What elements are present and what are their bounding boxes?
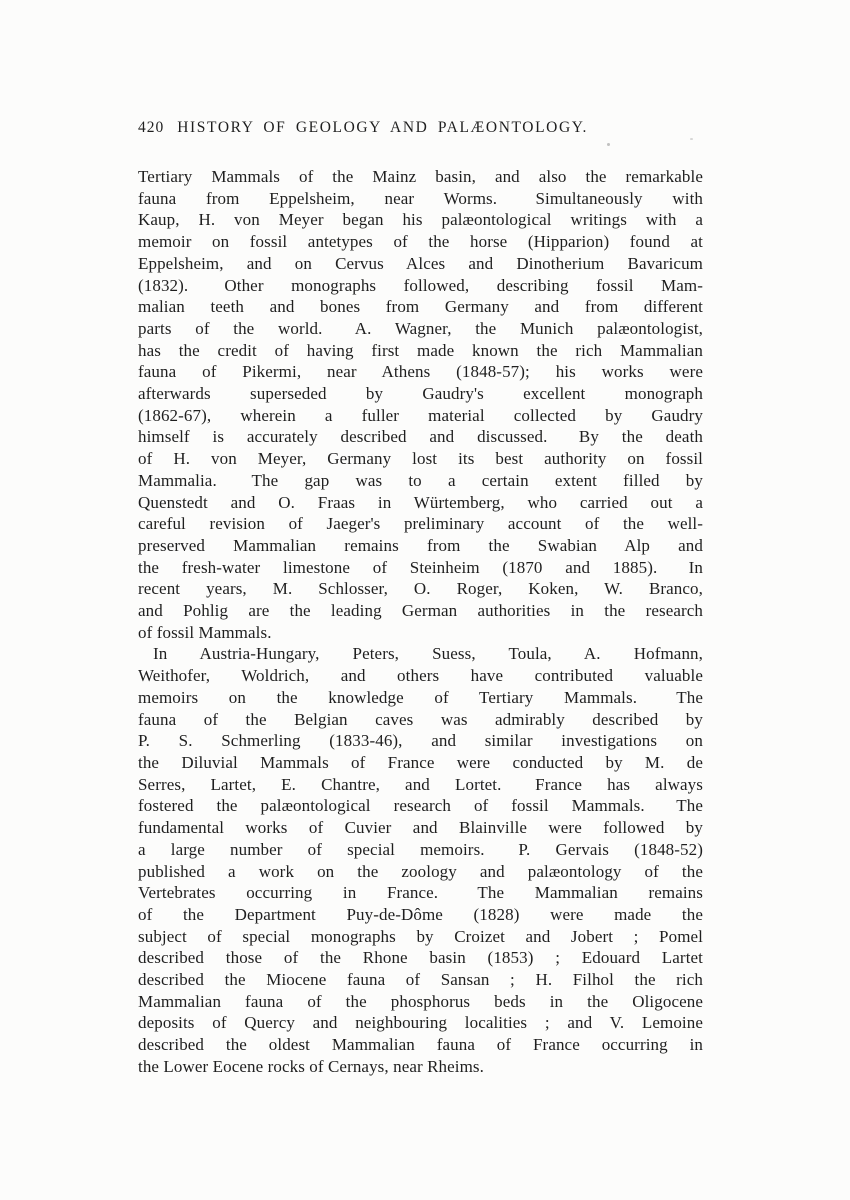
text-line: has the credit of having first made known the rich Mammalian (138, 340, 703, 360)
text-line: fauna of the Belgian caves was admirably described by (138, 709, 703, 729)
text-line: P. S. Schmerling (1833-46), and similar investigations on (138, 731, 703, 751)
scan-speck (607, 143, 610, 146)
text-line: deposits of Quercy and neighbouring localities ; and V. Lemoine (138, 1013, 703, 1033)
text-line: (1832). Other monographs followed, describing fossil Mam- (138, 275, 703, 295)
text-line: the fresh-water limestone of Steinheim (1870 and 1885). In (138, 557, 703, 577)
text-line: (1862-67), wherein a fuller material collected by Gaudry (138, 405, 703, 425)
text-line: described the oldest Mammalian fauna of France occurring in (138, 1035, 703, 1055)
text-line: malian teeth and bones from Germany and from different (138, 297, 703, 317)
paragraph-2 (138, 643, 703, 1077)
text-line: memoir on fossil antetypes of the horse (Hipparion) found at (138, 232, 703, 252)
text-line: published a work on the zoology and palæontology of the (138, 861, 703, 881)
text-line: parts of the world. A. Wagner, the Munich palæontologist, (138, 318, 703, 338)
text-line: careful revision of Jaeger's preliminary account of the well- (138, 514, 703, 534)
text-line: Mammalian fauna of the phosphorus beds in the Oligocene (138, 991, 703, 1011)
text-line: the Diluvial Mammals of France were conducted by M. de (138, 752, 703, 772)
text-line: Vertebrates occurring in France. The Mammalian remains (138, 883, 703, 903)
text-line: described those of the Rhone basin (1853) ; Edouard Lartet (138, 948, 703, 968)
text-line: the Lower Eocene rocks of Cernays, near Rheims. (138, 1056, 484, 1076)
text-line: of fossil Mammals. (138, 622, 272, 642)
text-line: Eppelsheim, and on Cervus Alces and Dinotherium Bavaricum (138, 253, 703, 273)
page-number: 420 (138, 119, 165, 136)
text-line: recent years, M. Schlosser, O. Roger, Koken, W. Branco, (138, 579, 703, 599)
text-line: Quenstedt and O. Fraas in Würtemberg, who carried out a (138, 492, 703, 512)
text-line: himself is accurately described and discussed. By the death (138, 427, 703, 447)
text-line: of H. von Meyer, Germany lost its best authority on fossil (138, 449, 703, 469)
text-line: In Austria-Hungary, Peters, Suess, Toula, A. Hofmann, (153, 644, 703, 664)
text-line: described the Miocene fauna of Sansan ; H. Filhol the rich (138, 970, 703, 990)
text-line: fauna of Pikermi, near Athens (1848-57); his works were (138, 362, 703, 382)
text-line: memoirs on the knowledge of Tertiary Mammals. The (138, 687, 703, 707)
scan-speck (690, 138, 693, 140)
text-line: Mammalia. The gap was to a certain extent filled by (138, 470, 703, 490)
running-header (138, 119, 708, 137)
text-line: Tertiary Mammals of the Mainz basin, and also the remarkable (138, 167, 703, 186)
text-line: preserved Mammalian remains from the Swabian Alp and (138, 535, 703, 555)
running-title: HISTORY OF GEOLOGY AND PALÆONTOLOGY. (177, 119, 589, 136)
paragraph-1 (138, 166, 703, 643)
text-line: fauna from Eppelsheim, near Worms. Simultaneously with (138, 188, 703, 208)
text-line: fundamental works of Cuvier and Blainville were followed by (138, 818, 703, 838)
text-line: afterwards superseded by Gaudry's excellent monograph (138, 384, 703, 404)
text-line: fostered the palæontological research of fossil Mammals. The (138, 796, 703, 816)
text-line: subject of special monographs by Croizet and Jobert ; Pomel (138, 926, 703, 946)
text-line: of the Department Puy-de-Dôme (1828) were made the (138, 904, 703, 924)
body-text (138, 166, 703, 1078)
text-line: a large number of special memoirs. P. Gervais (1848-52) (138, 839, 703, 859)
text-line: and Pohlig are the leading German authorities in the research (138, 601, 703, 621)
text-line: Serres, Lartet, E. Chantre, and Lortet. France has always (138, 774, 703, 794)
text-line: Weithofer, Woldrich, and others have contributed valuable (138, 666, 703, 686)
text-line: Kaup, H. von Meyer began his palæontological writings with a (138, 210, 703, 230)
